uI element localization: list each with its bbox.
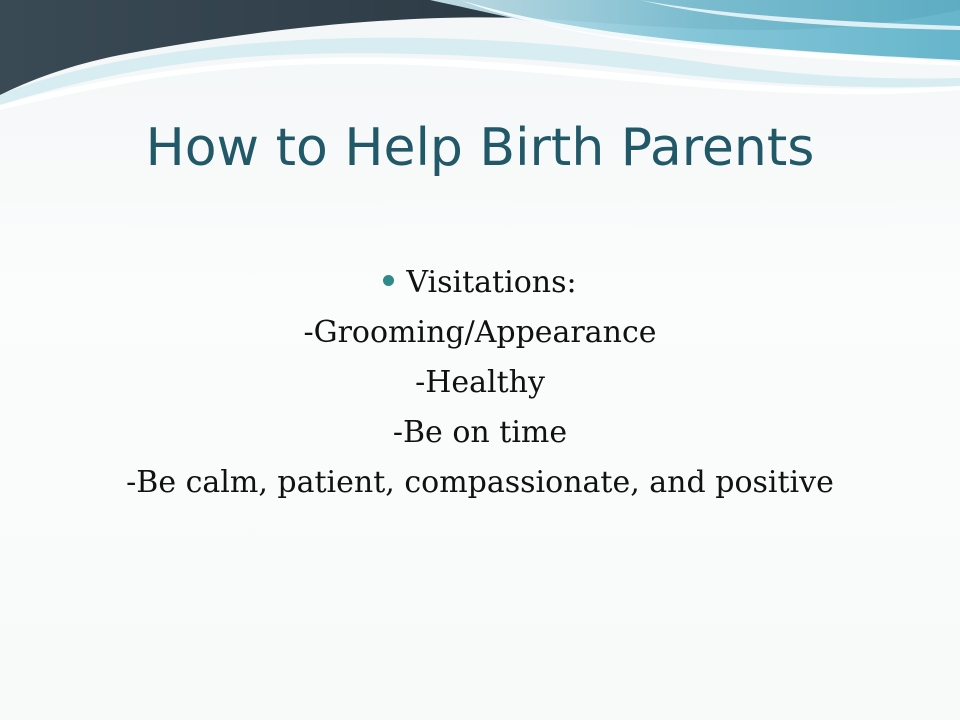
slide-title: How to Help Birth Parents xyxy=(145,118,815,178)
bullet-item-visitations xyxy=(0,258,960,308)
sub-item: -Be calm, patient, compassionate, and positive xyxy=(126,465,834,500)
sub-item: -Healthy xyxy=(415,365,545,400)
sub-item: -Grooming/Appearance xyxy=(303,315,657,350)
header-wave-decoration xyxy=(0,0,960,110)
bullet-label: Visitations: xyxy=(406,265,577,300)
bullet-dot-icon xyxy=(383,275,394,286)
slide-body xyxy=(0,258,960,508)
sub-item: -Be on time xyxy=(392,415,568,450)
